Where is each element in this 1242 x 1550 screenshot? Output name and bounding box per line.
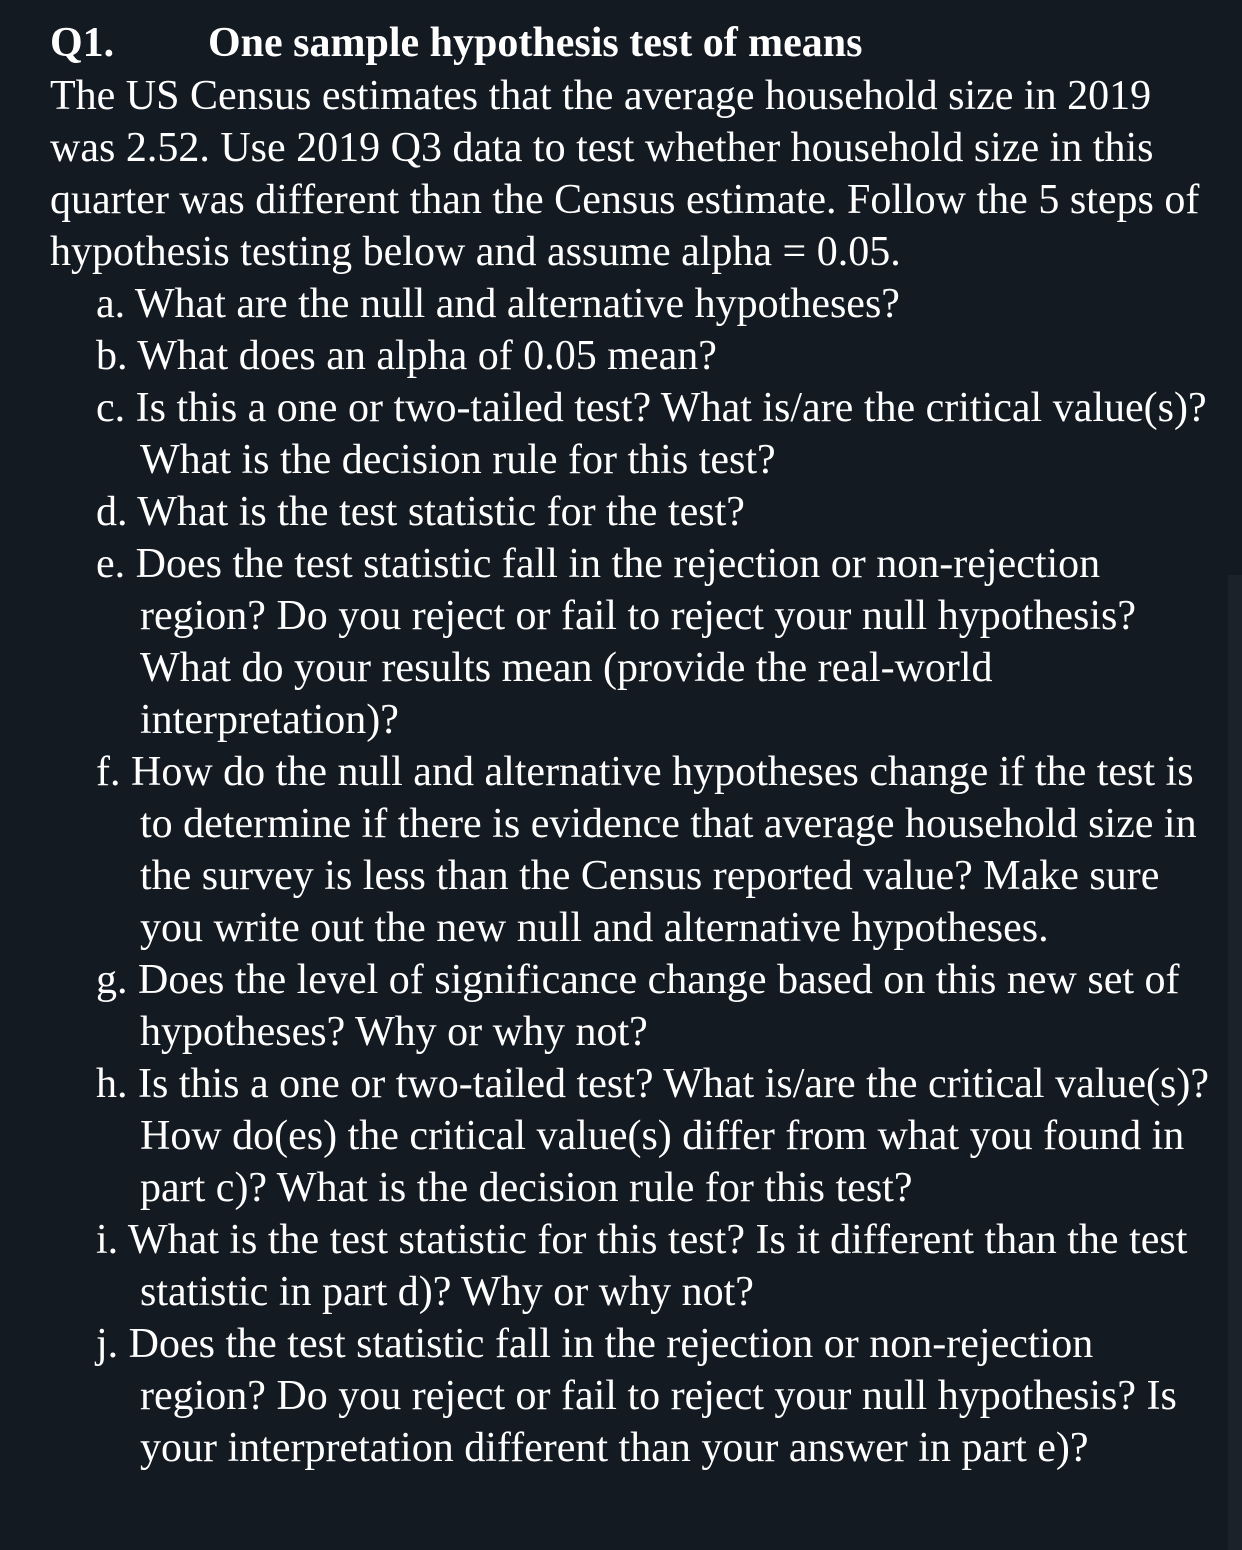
part-text: Does the test statistic fall in the rejection or non-rejection region? Do you reject or fail to reject your null hypothesis? What do your results mean (provide the real-world interpretation)?: [135, 541, 1137, 743]
part-letter: e.: [96, 541, 126, 587]
question-title: One sample hypothesis test of means: [208, 20, 863, 66]
part-letter: f.: [96, 749, 121, 795]
part-letter: j.: [96, 1321, 119, 1367]
part-text: How do the null and alternative hypotheses change if the test is to determine if there is evidence that average household size in the survey is less than the Census reported value? Make sure you write out the new null and alternative hypotheses.: [131, 749, 1197, 951]
part-letter: c.: [96, 385, 126, 431]
question-part-a: [50, 278, 1222, 330]
question-parts-list: [50, 278, 1222, 1474]
part-letter: i.: [96, 1217, 119, 1263]
part-text: Does the level of significance change based on this new set of hypotheses? Why or why not?: [138, 957, 1180, 1055]
part-letter: d.: [96, 489, 128, 535]
part-letter: h.: [96, 1061, 128, 1107]
question-number: Q1.: [50, 20, 115, 66]
question-part-d: [50, 486, 1222, 538]
question-heading: [50, 16, 1222, 70]
question-part-c: [50, 382, 1222, 486]
question-part-i: [50, 1214, 1222, 1318]
question-part-f: [50, 746, 1222, 954]
part-text: What is the test statistic for this test? Is it different than the test statistic in part d)? Why or why not?: [127, 1217, 1188, 1315]
question-part-g: [50, 954, 1222, 1058]
part-text: Is this a one or two-tailed test? What is/are the critical value(s)? What is the decision rule for this test?: [135, 385, 1207, 483]
part-letter: a.: [96, 281, 126, 327]
scrollbar-track[interactable]: [1228, 575, 1242, 1550]
part-text: What is the test statistic for the test?: [137, 489, 745, 535]
part-text: What does an alpha of 0.05 mean?: [137, 333, 717, 379]
part-text: Is this a one or two-tailed test? What is/are the critical value(s)? How do(es) the critical value(s) differ from what you found in part c)? What is the decision rule for this test?: [138, 1061, 1209, 1211]
question-part-j: [50, 1318, 1222, 1474]
part-letter: g.: [96, 957, 128, 1003]
question-part-e: [50, 538, 1222, 746]
part-text: Does the test statistic fall in the rejection or non-rejection region? Do you reject or fail to reject your null hypothesis? Is your interpretation different than your answer in part e)?: [128, 1321, 1177, 1471]
question-part-h: [50, 1058, 1222, 1214]
part-letter: b.: [96, 333, 128, 379]
question-part-b: [50, 330, 1222, 382]
question-intro: The US Census estimates that the average household size in 2019 was 2.52. Use 2019 Q3 data to test whether household size in this quarter was different than the Census estimate. Follow the 5 steps of hypothesis testing below and assume alpha = 0.05.: [50, 73, 1200, 275]
part-text: What are the null and alternative hypotheses?: [134, 281, 900, 327]
